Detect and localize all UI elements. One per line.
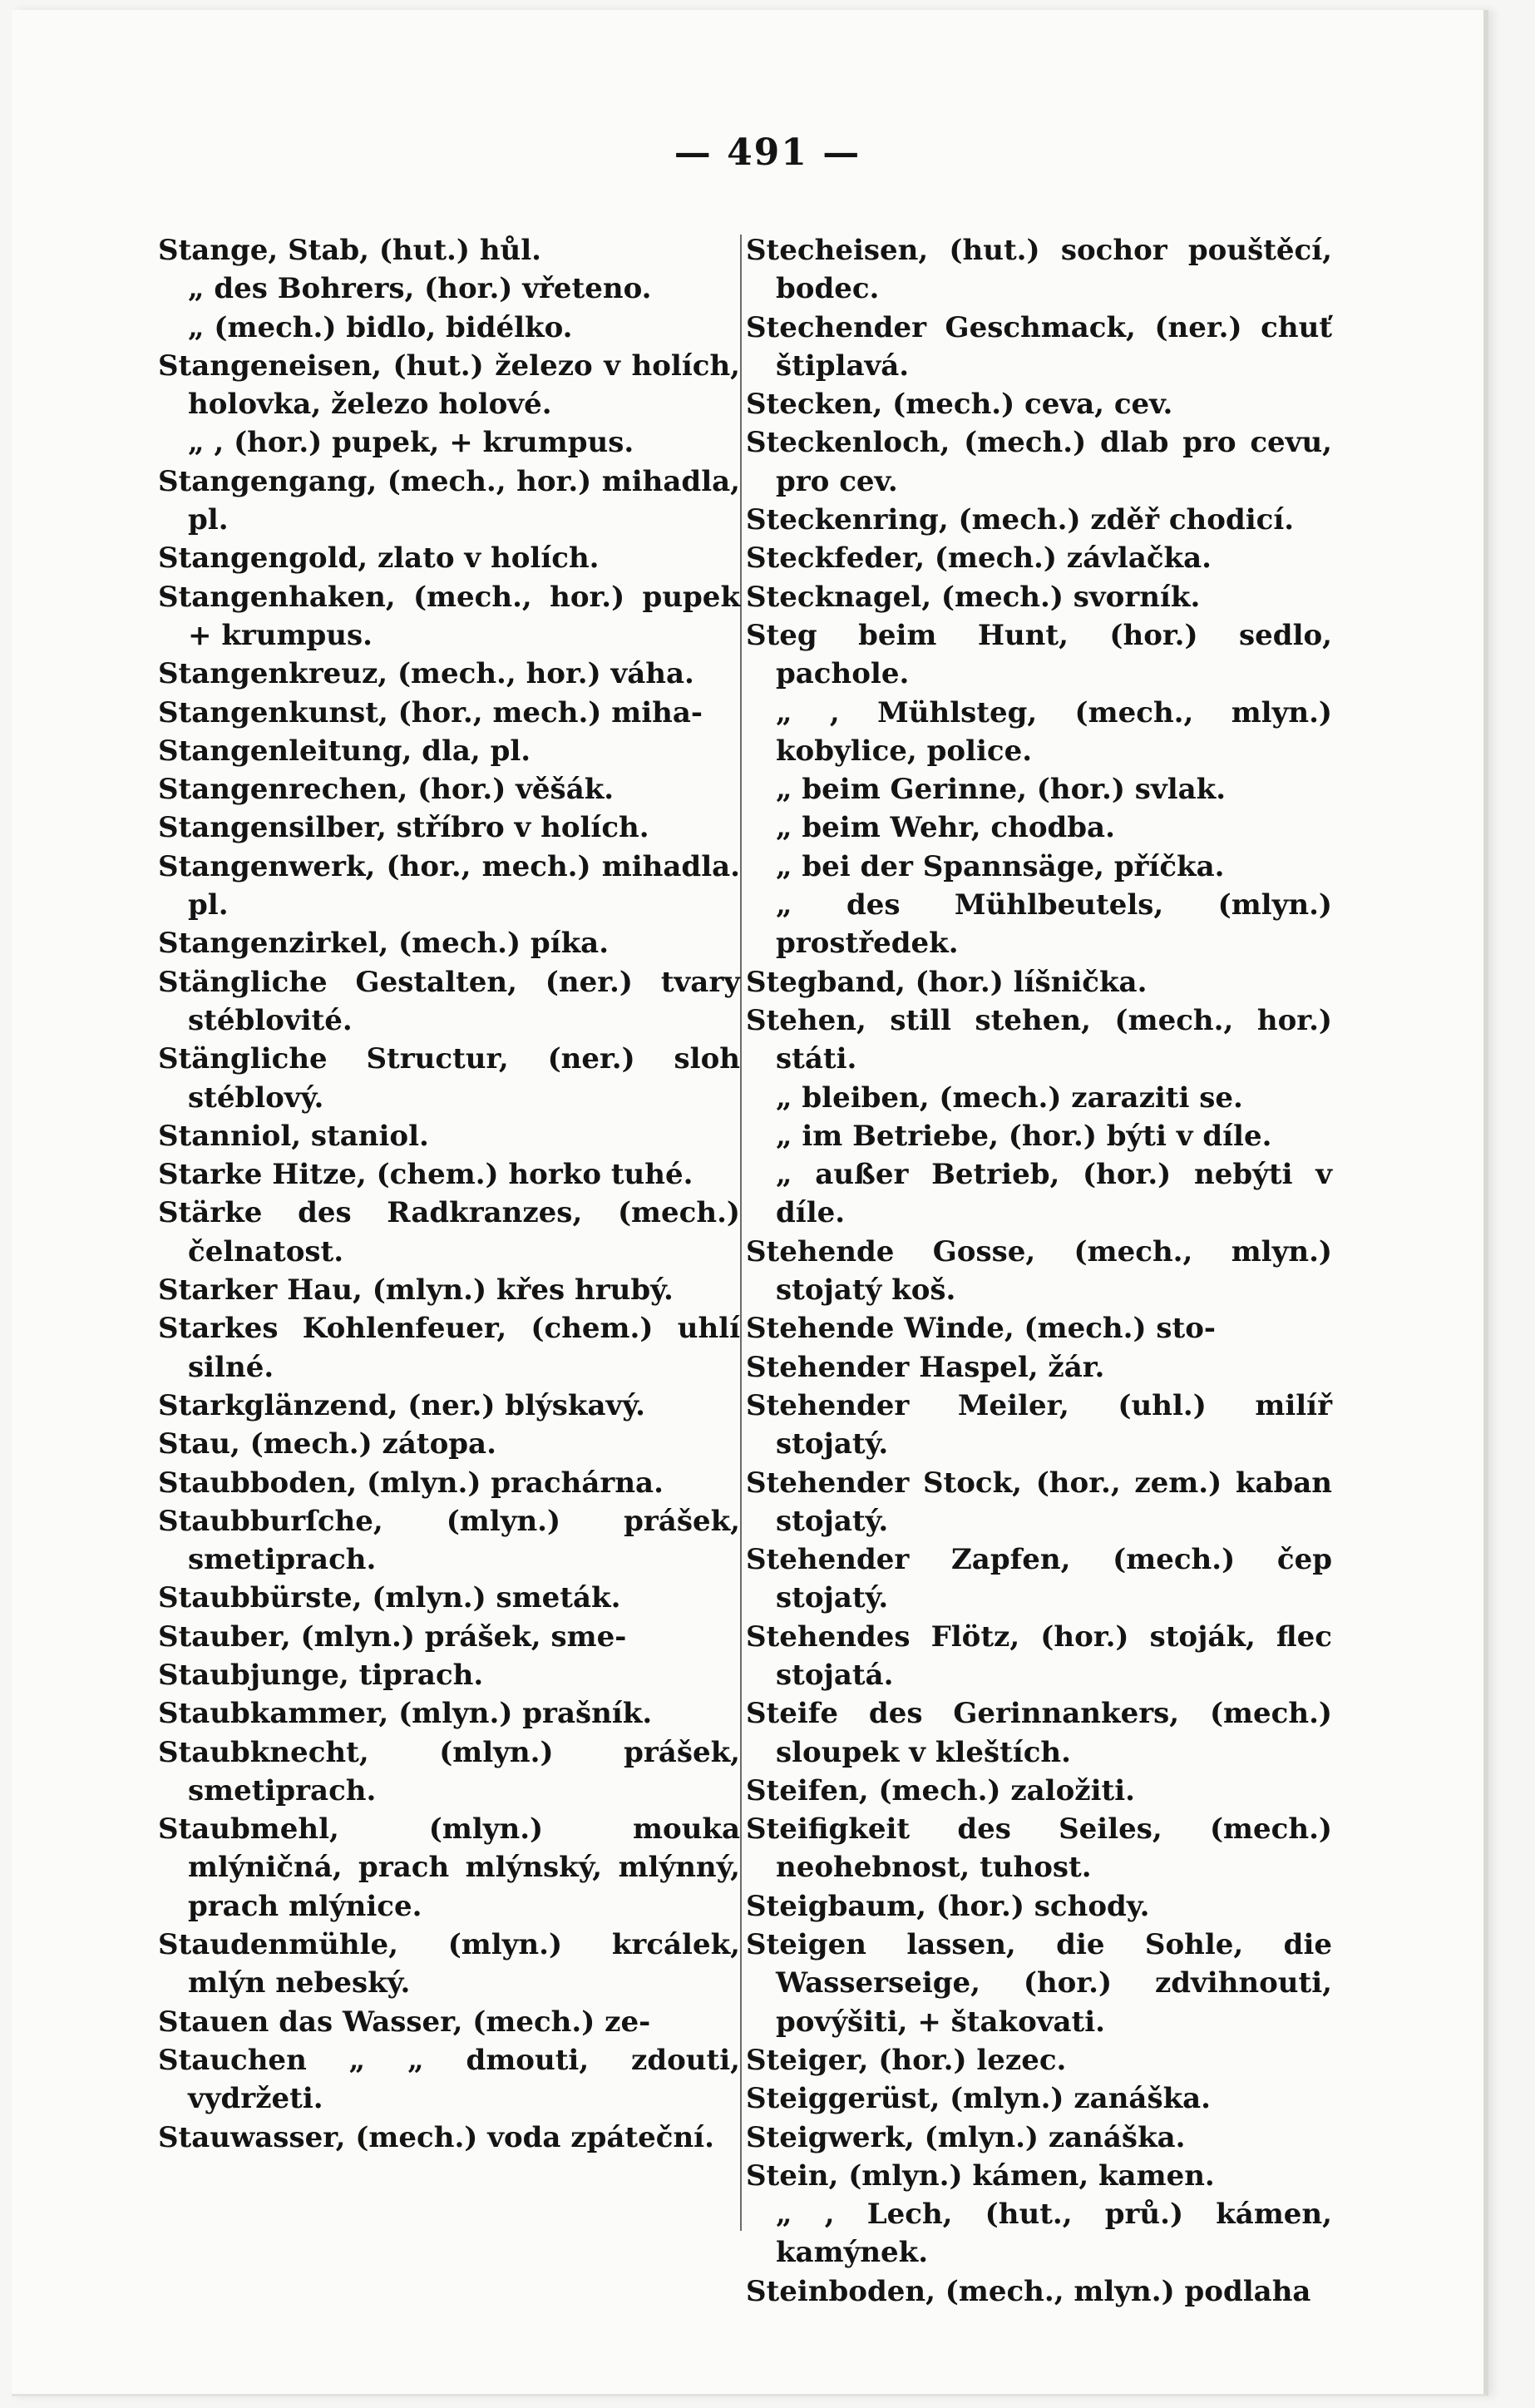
dictionary-entry: Steifigkeit des Seiles, (mech.) neohebnost, tuhost. <box>746 1812 1332 1885</box>
dictionary-entry: Stehen, still stehen, (mech., hor.) státi. <box>746 1003 1332 1076</box>
dictionary-entry: Stangenhaken, (mech., hor.) pupek + krumpus. <box>158 580 740 652</box>
dictionary-entry: Stegband, (hor.) líšnička. <box>746 965 1148 999</box>
dictionary-entry: Steiggerüst, (mlyn.) zanáška. <box>746 2082 1212 2116</box>
dictionary-entry: Steigen lassen, die Sohle, die Wasserseige, (hor.) zdvihnouti, povýšiti, + štakovati. <box>746 1928 1332 2039</box>
dictionary-entry: Stauwasser, (mech.) voda zpáteční. <box>158 2120 714 2154</box>
dictionary-entry: Steifen, (mech.) založiti. <box>746 1773 1135 1807</box>
dictionary-entry: Steife des Gerinnankers, (mech.) sloupek v kleštích. <box>746 1697 1332 1769</box>
dictionary-entry: Stangengold, zlato v holích. <box>158 541 600 576</box>
dictionary-entry: Steckfeder, (mech.) závlačka. <box>746 541 1212 576</box>
dictionary-entry: Stängliche Gestalten, (ner.) tvary stéblovité. <box>158 965 740 1037</box>
dictionary-entry: Stehender Haspel, žár. <box>746 1350 1105 1384</box>
left-column <box>158 231 740 2157</box>
dictionary-entry: Stangenleitung, dla, pl. <box>158 734 531 768</box>
dictionary-entry: Stauber, (mlyn.) prášek, sme- <box>158 1619 627 1654</box>
dictionary-entry: „ , (hor.) pupek, + krumpus. <box>188 426 634 460</box>
dictionary-entry: Stehender Zapfen, (mech.) čep stojatý. <box>746 1543 1332 1615</box>
dictionary-entry: „ des Mühlbeutels, (mlyn.) prostředek. <box>776 888 1332 961</box>
dictionary-entry: Stehendes Flötz, (hor.) stoják, flec stojatá. <box>746 1619 1332 1692</box>
dictionary-entry: Stechender Geschmack, (ner.) chuť štiplavá. <box>746 310 1332 383</box>
dictionary-entry: Staubbürste, (mlyn.) smeták. <box>158 1581 621 1615</box>
dictionary-entry: Stehender Meiler, (uhl.) milíř stojatý. <box>746 1388 1332 1461</box>
dictionary-entry: Stärke des Radkranzes, (mech.) čelnatost. <box>158 1196 740 1268</box>
right-column <box>746 231 1332 2311</box>
dictionary-entry: „ außer Betrieb, (hor.) nebýti v díle. <box>776 1158 1332 1230</box>
dictionary-entry: Staubmehl, (mlyn.) mouka mlýničná, prach mlýnský, mlýnný, prach mlýnice. <box>158 1812 740 1923</box>
dictionary-entry: Stau, (mech.) zátopa. <box>158 1427 496 1461</box>
dictionary-entry: Steckenloch, (mech.) dlab pro cevu, pro cev. <box>746 426 1332 498</box>
dictionary-entry: Steigwerk, (mlyn.) zanáška. <box>746 2120 1186 2154</box>
dictionary-entry: Steckenring, (mech.) zděř chodicí. <box>746 503 1295 537</box>
dictionary-entry: Steigbaum, (hor.) schody. <box>746 1889 1150 1923</box>
dictionary-entry: „ beim Wehr, chodba. <box>776 811 1115 845</box>
dictionary-entry: Stangenrechen, (hor.) věšák. <box>158 773 614 807</box>
dictionary-entry: Stehende Gosse, (mech., mlyn.) stojatý koš. <box>746 1234 1332 1308</box>
page-number: — 491 — <box>674 131 861 174</box>
dictionary-entry: Staubboden, (mlyn.) prachárna. <box>158 1466 664 1500</box>
dictionary-entry: Stange, Stab, (hut.) hůl. <box>158 234 542 267</box>
dictionary-entry: Stanniol, staniol. <box>158 1119 429 1153</box>
dictionary-entry: „ (mech.) bidlo, bidélko. <box>188 310 573 344</box>
dictionary-entry: Staudenmühle, (mlyn.) krcálek, mlýn nebeský. <box>158 1928 740 2000</box>
dictionary-entry: „ bei der Spannsäge, příčka. <box>776 849 1225 883</box>
dictionary-entry: Staubjunge, tiprach. <box>158 1658 484 1692</box>
dictionary-entry: „ beim Gerinne, (hor.) svlak. <box>776 773 1227 807</box>
dictionary-entry: Stangengang, (mech., hor.) mihadla, pl. <box>158 464 740 537</box>
dictionary-entry: Stangenkreuz, (mech., hor.) váha. <box>158 657 694 691</box>
dictionary-entry: Stauen das Wasser, (mech.) ze- <box>158 2005 651 2039</box>
dictionary-entry: Stangenzirkel, (mech.) píka. <box>158 927 610 961</box>
dictionary-entry: Stecheisen, (hut.) sochor pouštěcí, bodec. <box>746 234 1332 306</box>
dictionary-entry: „ , Lech, (hut., prů.) kámen, kamýnek. <box>776 2198 1332 2270</box>
dictionary-entry: Stangeneisen, (hut.) železo v holích, holovka, železo holové. <box>158 349 740 422</box>
dictionary-entry: Stauchen „ „ dmouti, zdouti, vydržeti. <box>158 2043 740 2116</box>
dictionary-entry: Steiger, (hor.) lezec. <box>746 2043 1067 2077</box>
dictionary-entry: Steinboden, (mech., mlyn.) podlaha <box>746 2274 1311 2308</box>
dictionary-entry: „ des Bohrers, (hor.) vřeteno. <box>188 272 652 306</box>
dictionary-entry: Stangensilber, stříbro v holích. <box>158 811 649 845</box>
dictionary-entry: Staubknecht, (mlyn.) prášek, smetiprach. <box>158 1735 740 1807</box>
dictionary-entry: Starker Hau, (mlyn.) křes hrubý. <box>158 1273 674 1308</box>
dictionary-entry: Stangenwerk, (hor., mech.) mihadla. pl. <box>158 849 740 922</box>
dictionary-entry: Starke Hitze, (chem.) horko tuhé. <box>158 1158 693 1192</box>
dictionary-entry: Stehende Winde, (mech.) sto- <box>746 1312 1217 1346</box>
dictionary-entry: Staubburſche, (mlyn.) prášek, smetiprach. <box>158 1504 740 1577</box>
dictionary-entry: „ bleiben, (mech.) zaraziti se. <box>776 1080 1243 1115</box>
dictionary-entry: Stein, (mlyn.) kámen, kamen. <box>746 2158 1215 2193</box>
column-divider <box>740 235 742 2231</box>
dictionary-entry: Stecken, (mech.) ceva, cev. <box>746 388 1173 422</box>
dictionary-entry: „ im Betriebe, (hor.) býti v díle. <box>776 1119 1272 1153</box>
dictionary-entry: Staubkammer, (mlyn.) prašník. <box>158 1697 653 1731</box>
dictionary-entry: Starkes Kohlenfeuer, (chem.) uhlí silné. <box>158 1312 740 1384</box>
dictionary-entry: „ , Mühlsteg, (mech., mlyn.) kobylice, police. <box>776 695 1332 768</box>
dictionary-entry: Starkglänzend, (ner.) blýskavý. <box>158 1388 645 1422</box>
dictionary-entry: Stecknagel, (mech.) svorník. <box>746 580 1201 614</box>
dictionary-entry: Steg beim Hunt, (hor.) sedlo, pachole. <box>746 618 1332 691</box>
dictionary-entry: Stängliche Structur, (ner.) sloh stéblový. <box>158 1042 740 1115</box>
dictionary-entry: Stehender Stock, (hor., zem.) kaban stojatý. <box>746 1466 1332 1538</box>
dictionary-entry: Stangenkunst, (hor., mech.) miha- <box>158 695 703 729</box>
